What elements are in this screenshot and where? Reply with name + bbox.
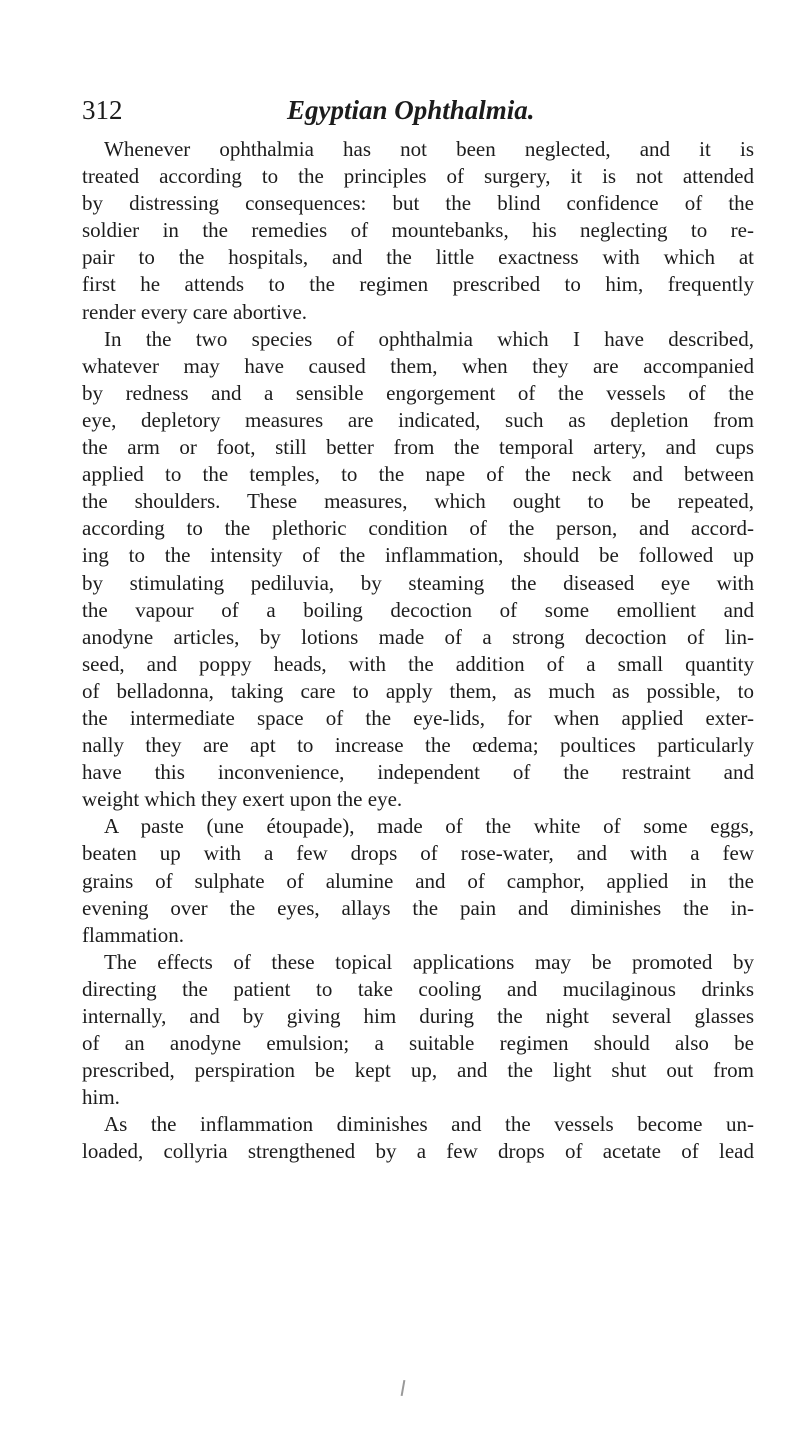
text-line: the shoulders. These measures, which ought to be repeated, <box>82 489 754 514</box>
page-number: 312 <box>82 95 123 125</box>
text-line: Whenever ophthalmia has not been neglected, and it is <box>104 137 754 161</box>
text-line: seed, and poppy heads, with the addition of a small quantity <box>82 651 754 676</box>
text-line: have this inconvenience, independent of the restraint and <box>82 760 754 785</box>
text-line: by stimulating pediluvia, by steaming the diseased eye with <box>82 570 754 595</box>
text-line: pair to the hospitals, and the little exactness with which at <box>82 245 754 270</box>
text-line: whatever may have caused them, when they are accompanied <box>82 353 754 378</box>
text-line: internally, and by giving him during the night several glasses <box>82 1004 754 1028</box>
text-line: of an anodyne emulsion; a suitable regimen should also be <box>82 1031 754 1056</box>
text-line: In the two species of ophthalmia which I have described, <box>104 326 754 351</box>
text-line: the vapour of a boiling decoction of some emollient and <box>82 597 754 622</box>
text-line: of belladonna, taking care to apply them, as much as possible, to <box>82 678 754 703</box>
text-line: directing the patient to take cooling and mucilaginous drinks <box>82 976 754 1001</box>
text-line: eye, depletory measures are indicated, such as depletion from <box>82 407 754 432</box>
body-text <box>82 136 754 1166</box>
text-line: ing to the intensity of the inflammation, should be followed up <box>82 543 754 568</box>
text-line: The effects of these topical applications may be promoted by <box>104 949 754 974</box>
text-line: by distressing consequences: but the blind confidence of the <box>82 191 754 216</box>
text-line: render every care abortive. <box>82 299 308 324</box>
text-line: evening over the eyes, allays the pain and diminishes the in- <box>82 895 754 920</box>
text-line: anodyne articles, by lotions made of a strong decoction of lin- <box>82 624 754 649</box>
text-line: him. <box>82 1085 120 1110</box>
text-line: soldier in the remedies of mountebanks, his neglecting to re- <box>82 218 754 243</box>
text-line: nally they are apt to increase the œdema; poultices particularly <box>82 733 754 758</box>
text-line: applied to the temples, to the nape of the neck and between <box>82 462 754 487</box>
text-line: grains of sulphate of alumine and of camphor, applied in the <box>82 868 754 893</box>
text-line: flammation. <box>82 922 185 947</box>
text-line: according to the plethoric condition of the person, and accord- <box>82 516 754 541</box>
running-title: Egyptian Ophthalmia. <box>287 95 535 125</box>
text-line: first he attends to the regimen prescribed to him, frequently <box>82 272 754 297</box>
text-line: loaded, collyria strengthened by a few drops of acetate of lead <box>82 1139 754 1164</box>
text-line: the intermediate space of the eye-lids, for when applied exter- <box>82 705 754 730</box>
running-head <box>82 92 750 128</box>
text-line: weight which they exert upon the eye. <box>82 787 403 812</box>
text-line: prescribed, perspiration be kept up, and the light shut out from <box>82 1058 754 1083</box>
text-line: the arm or foot, still better from the temporal artery, and cups <box>82 435 754 460</box>
text-line: A paste (une étoupade), made of the white of some eggs, <box>104 814 754 839</box>
text-line: beaten up with a few drops of rose-water, and with a few <box>82 841 754 866</box>
text-line: As the inflammation diminishes and the vessels become un- <box>104 1112 754 1137</box>
ink-mark <box>401 1380 406 1396</box>
text-line: by redness and a sensible engorgement of the vessels of the <box>82 380 754 405</box>
text-line: treated according to the principles of surgery, it is not attended <box>82 164 754 189</box>
